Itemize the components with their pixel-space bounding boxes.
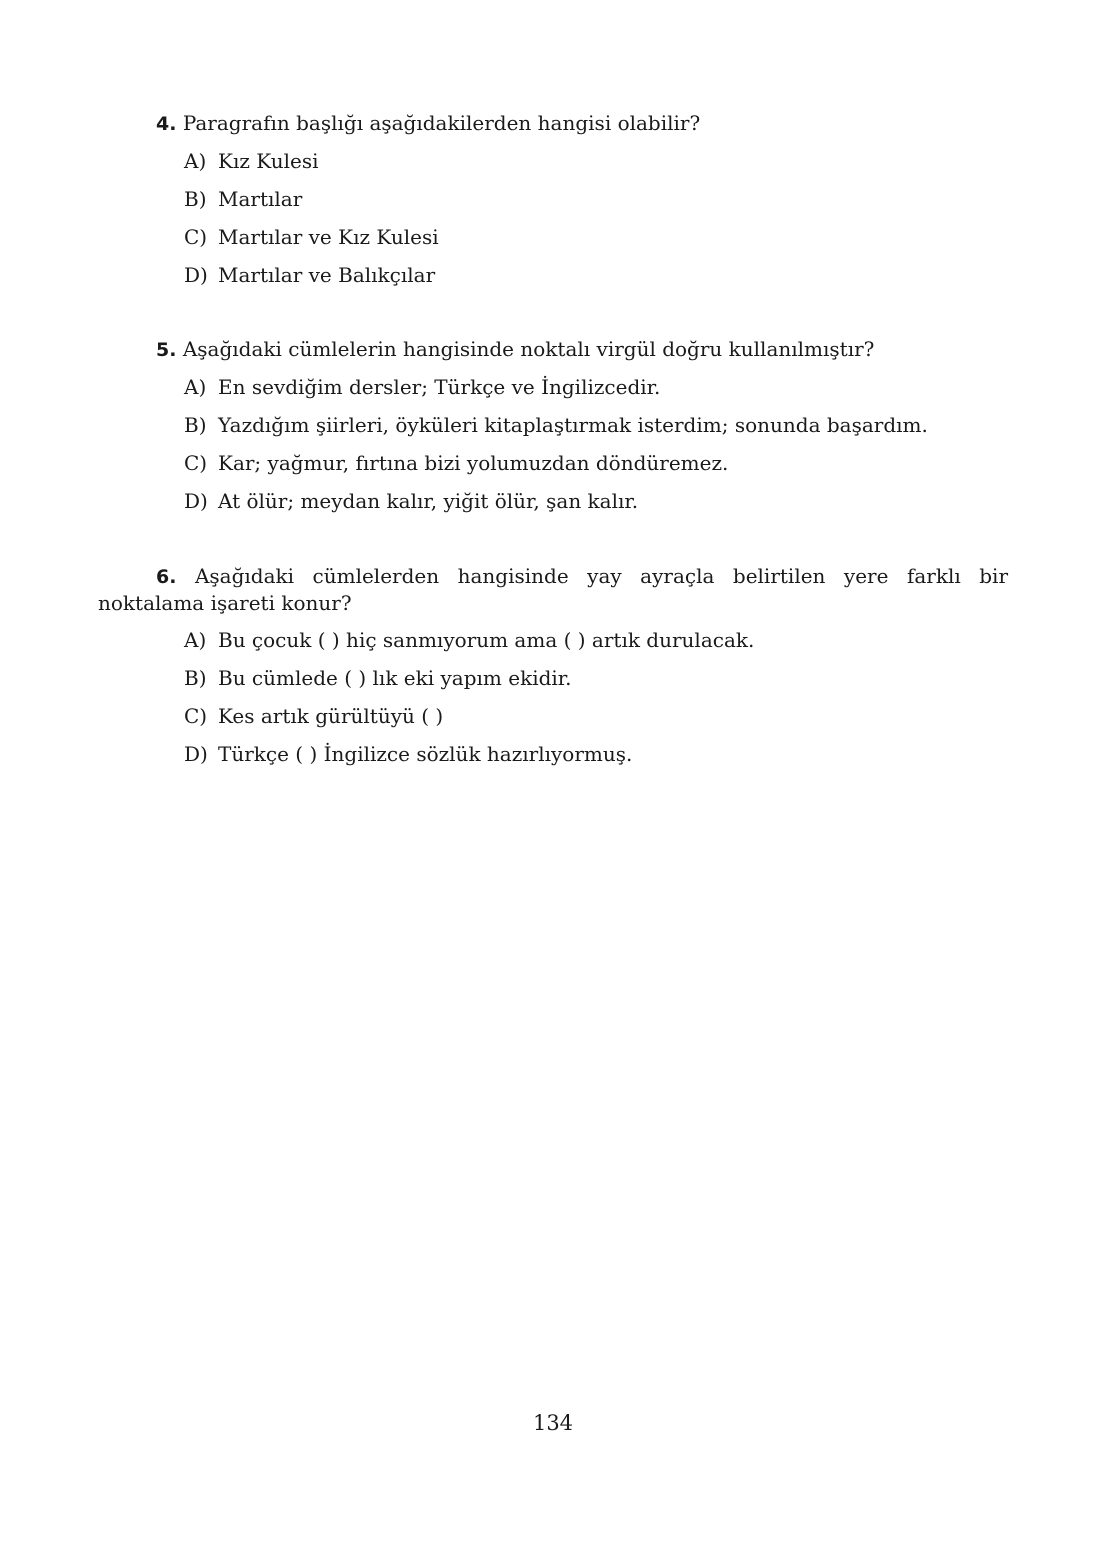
option-a: [184, 627, 1008, 665]
option-letter: D): [184, 489, 208, 513]
option-b: [184, 412, 1008, 450]
option-c: [184, 450, 1008, 488]
option-d: [184, 741, 1008, 779]
page-number: 134: [532, 1411, 574, 1435]
option-letter: B): [184, 413, 207, 437]
option-letter: B): [184, 187, 207, 211]
question-number: 4.: [156, 113, 177, 135]
option-d: [184, 262, 1008, 300]
answer-options: [98, 627, 1008, 779]
answer-options: [98, 148, 1008, 300]
question-text: Aşağıdaki cümlelerin hangisinde noktalı virgül doğru kullanılmıştır?: [182, 337, 875, 361]
option-text: Bu çocuk ( ) hiç sanmıyorum ama ( ) artık durulacak.: [218, 628, 755, 652]
option-a: [184, 148, 1008, 186]
option-letter: A): [184, 375, 207, 399]
option-text: Kız Kulesi: [218, 149, 319, 173]
answer-options: [98, 374, 1008, 526]
option-a: [184, 374, 1008, 412]
option-letter: D): [184, 742, 208, 766]
option-letter: C): [184, 225, 208, 249]
question-number: 5.: [156, 339, 177, 361]
option-text: At ölür; meydan kalır, yiğit ölür, şan kalır.: [218, 489, 639, 513]
question-stem: [98, 110, 1008, 137]
option-c: [184, 224, 1008, 262]
option-c: [184, 703, 1008, 741]
question-6: [98, 563, 1008, 779]
question-stem: [98, 336, 1008, 363]
option-text: En sevdiğim dersler; Türkçe ve İngilizcedir.: [218, 375, 661, 399]
option-letter: C): [184, 704, 208, 728]
option-b: [184, 665, 1008, 703]
option-text: Martılar: [218, 187, 303, 211]
option-text: Yazdığım şiirleri, öyküleri kitaplaştırmak isterdim; sonunda başardım.: [218, 413, 928, 437]
option-text: Kes artık gürültüyü ( ): [218, 704, 444, 728]
option-letter: B): [184, 666, 207, 690]
question-text: Paragrafın başlığı aşağıdakilerden hangisi olabilir?: [182, 111, 701, 135]
question-stem: [98, 563, 1008, 616]
question-text: Aşağıdaki cümlelerden hangisinde yay ayraçla belirtilen yere farklı bir noktalama işareti konur?: [98, 564, 1009, 615]
question-5: [98, 336, 1008, 526]
option-text: Türkçe ( ) İngilizce sözlük hazırlıyormuş.: [218, 742, 633, 766]
question-number: 6.: [156, 566, 177, 588]
option-letter: C): [184, 451, 208, 475]
option-letter: A): [184, 149, 207, 173]
option-text: Bu cümlede ( ) lık eki yapım ekidir.: [218, 666, 572, 690]
option-d: [184, 488, 1008, 526]
option-letter: D): [184, 263, 208, 287]
option-letter: A): [184, 628, 207, 652]
option-text: Kar; yağmur, fırtına bizi yolumuzdan döndüremez.: [218, 451, 729, 475]
question-4: [98, 110, 1008, 300]
option-text: Martılar ve Balıkçılar: [218, 263, 436, 287]
option-b: [184, 186, 1008, 224]
option-text: Martılar ve Kız Kulesi: [218, 225, 439, 249]
